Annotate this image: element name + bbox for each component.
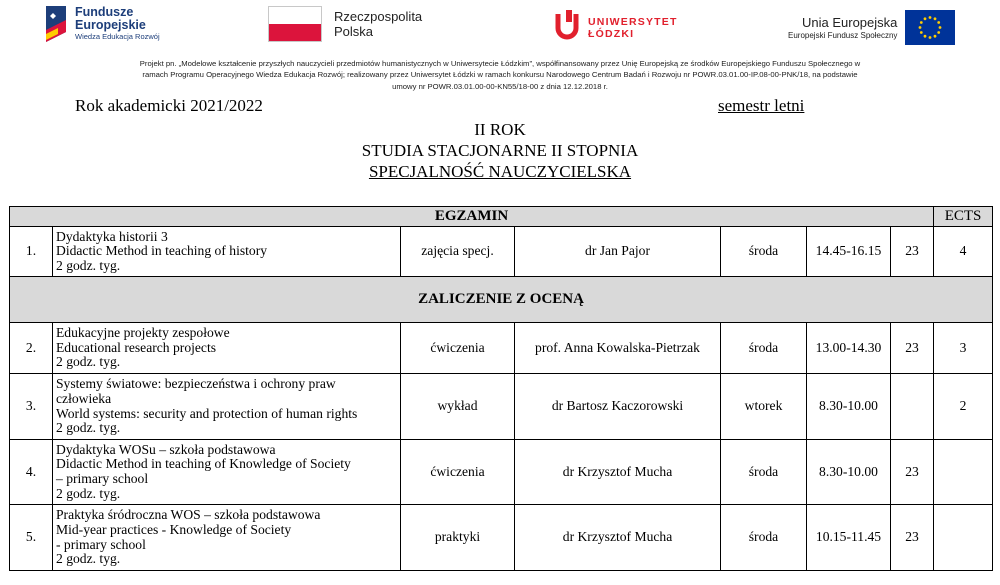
course-line: - primary school (56, 536, 146, 552)
room: 23 (891, 440, 934, 505)
class-type: ćwiczenia (401, 440, 515, 505)
day: wtorek (721, 374, 807, 440)
class-type: wykład (401, 374, 515, 440)
graded-section-header (10, 277, 993, 323)
room (891, 374, 934, 440)
ul-logo-line1: UNIWERSYTET (588, 15, 678, 28)
room: 23 (891, 227, 934, 277)
project-info-line: umowy nr POWR.03.01.00-00-KN55/18-00 z dnia 12.12.2018 r. (392, 81, 608, 91)
eu-flag-icon (905, 10, 955, 45)
room: 23 (891, 323, 934, 374)
teacher: prof. Anna Kowalska-Pietrzak (515, 323, 721, 374)
course-cell (53, 440, 401, 505)
ue-logo-line1: Unia Europejska (802, 14, 898, 30)
course-line: Dydaktyka historii 3 (56, 228, 168, 244)
table-row (10, 323, 993, 374)
course-line: Praktyka śródroczna WOS – szkoła podstawowa (56, 507, 321, 523)
time: 13.00-14.30 (807, 323, 891, 374)
uniwersytet-lodzki-logo (552, 8, 678, 47)
course-cell (53, 505, 401, 571)
rp-logo-line2: Polska (334, 24, 374, 39)
course-line: Edukacyjne projekty zespołowe (56, 325, 230, 341)
course-cell (53, 374, 401, 440)
graded-header: ZALICZENIE Z OCENĄ (10, 277, 993, 323)
course-line: Didactic Method in teaching of Knowledge of Society (56, 456, 351, 472)
logo-strip (0, 0, 1000, 52)
fe-logo-line2: Europejskie (75, 18, 146, 32)
ects-header: ECTS (934, 207, 993, 227)
project-info (60, 58, 940, 92)
fe-logo-line1: Fundusze (75, 5, 134, 19)
class-type: ćwiczenia (401, 323, 515, 374)
row-number: 5. (10, 505, 53, 571)
table-row (10, 227, 993, 277)
project-info-line: ramach Programu Operacyjnego Wiedza Edukacja Rozwój; realizowany przez Uniwersytet Łódzki w ramach konkursu Narodowego Centrum Badań i Rozwoju nr POWR.03.01.00-IP.08-00-PNK/18, na podstawie (142, 70, 858, 80)
table-row (10, 440, 993, 505)
year-of-study-heading: II ROK (474, 120, 526, 139)
course-line: Dydaktyka WOSu – szkoła podstawowa (56, 441, 276, 457)
unia-europejska-logo (788, 10, 955, 45)
course-cell (53, 227, 401, 277)
day: środa (721, 505, 807, 571)
ects: 3 (934, 323, 993, 374)
ects (934, 505, 993, 571)
course-cell (53, 323, 401, 374)
ects: 2 (934, 374, 993, 440)
course-line: Mid-year practices - Knowledge of Society (56, 521, 292, 537)
course-line: Didactic Method in teaching of history (56, 243, 268, 259)
time: 14.45-16.15 (807, 227, 891, 277)
polish-flag-icon (268, 6, 322, 42)
academic-year: Rok akademicki 2021/2022 (75, 96, 263, 115)
table-row (10, 374, 993, 440)
teacher: dr Jan Pajor (515, 227, 721, 277)
specialization-heading: SPECJALNOŚĆ NAUCZYCIELSKA (368, 162, 632, 181)
course-line: Systemy światowe: bezpieczeństwa i ochrony praw (56, 376, 336, 392)
study-mode-heading: STUDIA STACJONARNE II STOPNIA (361, 141, 639, 160)
course-line: – primary school (56, 471, 149, 486)
semester-label: semestr letni (718, 96, 805, 115)
fe-logo-line3: Wiedza Edukacja Rozwój (75, 32, 160, 41)
course-line: Educational research projects (56, 339, 217, 355)
ul-logo-line2: ŁÓDZKI (588, 27, 635, 40)
ects: 4 (934, 227, 993, 277)
time: 8.30-10.00 (807, 440, 891, 505)
exam-section-header (10, 207, 993, 227)
fundusze-europejskie-logo (44, 4, 160, 44)
row-number: 4. (10, 440, 53, 505)
room: 23 (891, 505, 934, 571)
course-line: 2 godz. tyg. (56, 420, 121, 436)
rp-logo-line1: Rzeczpospolita (334, 9, 423, 24)
course-line: 2 godz. tyg. (56, 485, 121, 501)
day: środa (721, 323, 807, 374)
row-number: 3. (10, 374, 53, 440)
time: 10.15-11.45 (807, 505, 891, 571)
schedule-table (9, 206, 993, 571)
class-type: zajęcia specj. (401, 227, 515, 277)
teacher: dr Bartosz Kaczorowski (515, 374, 721, 440)
class-type: praktyki (401, 505, 515, 571)
course-line: człowieka (56, 390, 112, 406)
teacher: dr Krzysztof Mucha (515, 440, 721, 505)
course-line: World systems: security and protection of human rights (56, 405, 358, 421)
time: 8.30-10.00 (807, 374, 891, 440)
day: środa (721, 227, 807, 277)
row-number: 2. (10, 323, 53, 374)
teacher: dr Krzysztof Mucha (515, 505, 721, 571)
course-line: 2 godz. tyg. (56, 354, 121, 370)
course-line: 2 godz. tyg. (56, 551, 121, 567)
table-row (10, 505, 993, 571)
rzeczpospolita-polska-logo (268, 6, 422, 42)
course-line: 2 godz. tyg. (56, 257, 121, 273)
exam-header: EGZAMIN (10, 207, 934, 227)
ects (934, 440, 993, 505)
day: środa (721, 440, 807, 505)
university-mark-icon (552, 8, 582, 47)
row-number: 1. (10, 227, 53, 277)
project-info-line: Projekt pn. „Modelowe kształcenie przyszłych nauczycieli przedmiotów humanistycznych w Uniwersytecie Łódzkim”, współfinansowany przez Unię Europejską ze środków Europejskiego Funduszu Społecznego w (139, 59, 861, 68)
ue-logo-line2: Europejski Fundusz Społeczny (788, 30, 898, 40)
fundusze-europejskie-mark-icon (44, 4, 70, 44)
